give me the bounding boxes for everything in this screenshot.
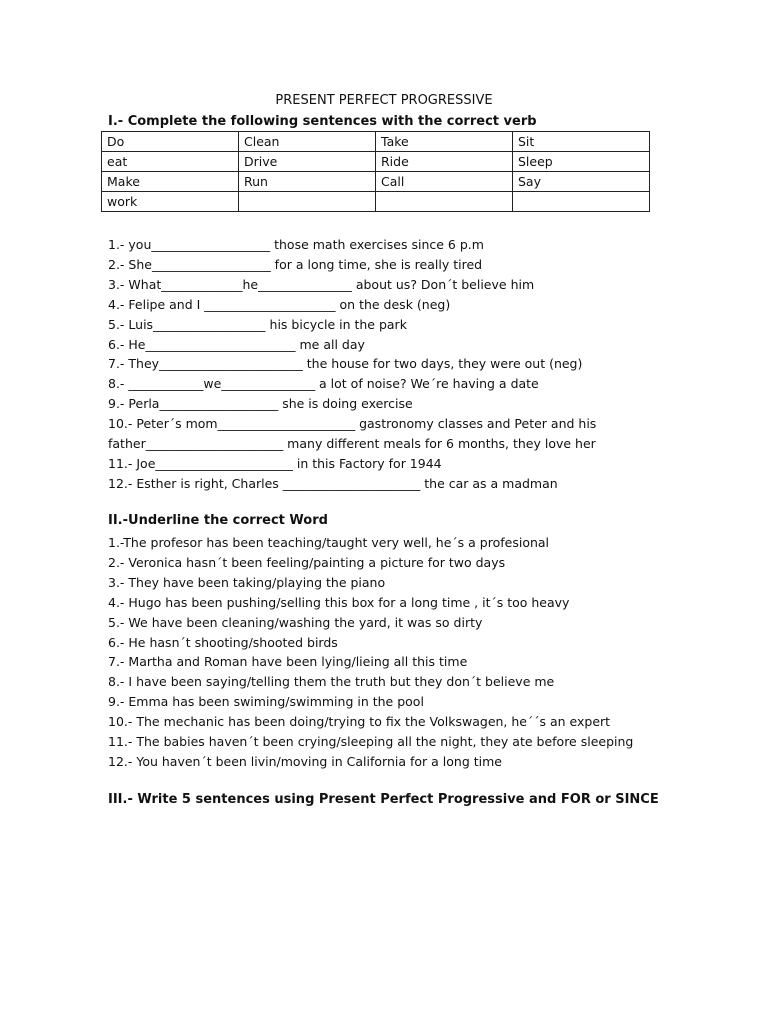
sentence-item: 6.- He________________________ me all day: [108, 336, 365, 352]
sentence-item: 9.- Perla___________________ she is doing exercise: [108, 396, 413, 412]
verb-cell: [376, 192, 513, 212]
sentence-item: 12.- Esther is right, Charles ______________________ the car as a madman: [108, 475, 558, 491]
sentence-item: 6.- He hasn´t shooting/shooted birds: [108, 634, 338, 650]
sentence-item: 3.- They have been taking/playing the piano: [108, 574, 386, 590]
page-title: PRESENT PERFECT PROGRESSIVE: [275, 93, 493, 108]
sentence-item: 12.- You haven´t been livin/moving in California for a long time: [108, 753, 502, 769]
verb-cell: Do: [102, 132, 239, 152]
sentence-item: 7.- Martha and Roman have been lying/lieing all this time: [108, 654, 468, 670]
verb-cell: Call: [376, 172, 513, 192]
sentence-item: father______________________ many different meals for 6 months, they love her: [108, 436, 596, 452]
verb-table-row: [102, 192, 650, 212]
verb-table: [101, 131, 650, 212]
verb-cell: Ride: [376, 152, 513, 172]
section-1-heading: I.- Complete the following sentences with the correct verb: [108, 114, 537, 129]
sentence-item: 7.- They_______________________ the house for two days, they were out (neg): [108, 356, 583, 372]
sentence-item: 1.- you___________________ those math exercises since 6 p.m: [108, 237, 484, 252]
verb-cell: Run: [239, 172, 376, 192]
sentence-item: 8.- I have been saying/telling them the truth but they don´t believe me: [108, 674, 555, 690]
sentence-item: 1.-The profesor has been teaching/taught very well, he´s a profesional: [108, 535, 550, 550]
sentence-item: 5.- Luis__________________ his bicycle in the park: [108, 316, 407, 332]
section-3-heading: III.- Write 5 sentences using Present Perfect Progressive and FOR or SINCE: [108, 792, 659, 807]
sentence-item: 2.- She___________________ for a long time, she is really tired: [108, 256, 483, 272]
sentence-item: 11.- Joe______________________ in this Factory for 1944: [108, 455, 442, 471]
verb-cell: eat: [102, 152, 239, 172]
verb-cell: work: [102, 192, 239, 212]
sentence-item: 10.- The mechanic has been doing/trying to fix the Volkswagen, he´´s an expert: [108, 714, 611, 730]
verb-table-row: [102, 172, 650, 192]
verb-cell: Take: [376, 132, 513, 152]
section-2-heading: II.-Underline the correct Word: [108, 513, 328, 528]
verb-cell: Drive: [239, 152, 376, 172]
sentence-item: 9.- Emma has been swiming/swimming in the pool: [108, 694, 424, 710]
verb-table-row: [102, 152, 650, 172]
sentence-item: 4.- Hugo has been pushing/selling this box for a long time , it´s too heavy: [108, 594, 570, 610]
sentence-item: 4.- Felipe and I _____________________ on the desk (neg): [108, 296, 451, 312]
verb-cell: Sit: [513, 132, 650, 152]
sentence-item: 3.- What_____________he_______________ about us? Don´t believe him: [108, 276, 535, 292]
sentence-item: 2.- Veronica hasn´t been feeling/painting a picture for two days: [108, 554, 506, 570]
verb-cell: Say: [513, 172, 650, 192]
verb-cell: Sleep: [513, 152, 650, 172]
sentence-item: 10.- Peter´s mom______________________ gastronomy classes and Peter and his: [108, 416, 597, 432]
sentence-item: 8.- ____________we_______________ a lot of noise? We´re having a date: [108, 376, 539, 392]
section-1-sentences: [108, 235, 596, 494]
section-2-sentences: [108, 533, 633, 772]
verb-cell: [239, 192, 376, 212]
sentence-item: 5.- We have been cleaning/washing the yard, it was so dirty: [108, 614, 483, 630]
sentence-item: 11.- The babies haven´t been crying/sleeping all the night, they ate before sleeping: [108, 734, 634, 750]
verb-cell: Make: [102, 172, 239, 192]
verb-cell: Clean: [239, 132, 376, 152]
verb-cell: [513, 192, 650, 212]
verb-table-row: [102, 132, 650, 152]
